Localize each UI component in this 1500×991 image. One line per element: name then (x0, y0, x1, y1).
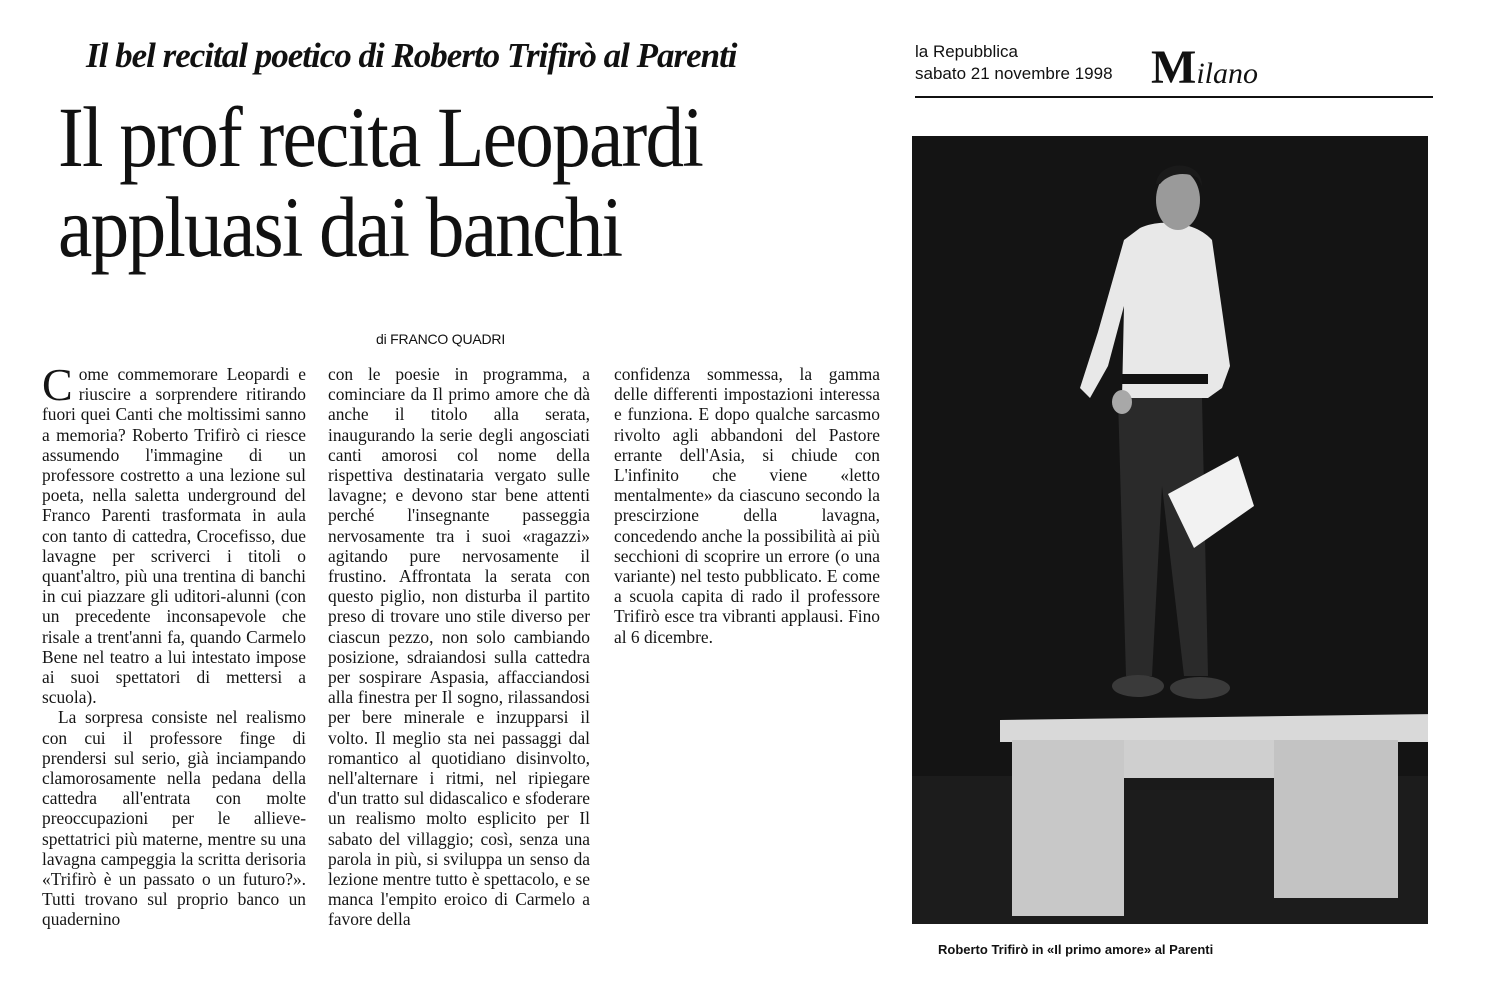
paragraph-text: ome commemorare Leopardi e riuscire a sorprendere ritirando fuori quei Canti che moltissimi sanno a memoria? Roberto Trifirò ci riesce assumendo l'immagine di un professore costretto a una lezione sul poeta, nella saletta underground del Franco Parenti trasformata in aula con tanto di cattedra, Crocefisso, due lavagne per scriverci i titoli o quant'altro, più una trentina di banchi in cui piazzare gli uditori-alunni (con un precedente inconsapevole che risale a trent'anni fa, quando Carmelo Bene nel teatro a lui intestato impose ai suoi spettatori di mettersi a scuola). (42, 364, 306, 708)
article-column-3 (614, 364, 880, 647)
paragraph: con le poesie in programma, a cominciare da Il primo amore che dà anche il titolo alla serata, inaugurando la serie degli angosciati canti amorosi col nome della rispettiva destinataria vergato sulle lavagne; e devono star bene attenti perché l'insegnante passeggia nervosamente tra i suoi «ragazzi» agitando pure nervosamente il frustino. Affrontata la serata con questo piglio, non disturba il partito preso di trovare uno stile diverso per ciascun pezzo, non solo cambiando posizione, sdraiandosi sulla cattedra per sospirare Aspasia, affacciandosi alla finestra per Il sogno, rilassandosi per bere minerale e inzupparsi il volto. Il meglio sta nei passaggi dal romantico al quotidiano disinvolto, nell'alternare i ritmi, nel ripiegare d'un tratto sul didascalico e sfoderare un realismo molto esplicito per Il sabato del villaggio; così, senza una parola in più, si sviluppa un senso da lezione mentre tutto è spettacolo, e se manca l'empito eroico di Carmelo a favore della (328, 364, 590, 930)
paragraph (42, 359, 306, 708)
masthead (915, 38, 1435, 98)
photo-illustration (912, 136, 1428, 924)
section-title (1151, 40, 1258, 95)
section-rest: ilano (1196, 57, 1258, 90)
paragraph: confidenza sommessa, la gamma delle differenti impostazioni interessa e funziona. E dopo qualche sarcasmo rivolto agli abbandoni del Pastore errante dell'Asia, si chiude con L'infinito che viene «letto mentalmente» da ciascuno secondo la prescirzione della lavagna, concedendo anche la possibilità ai più secchioni di scoprire un errore (o una variante) nel testo pubblicato. E come a scuola capita di rado il professore Trifirò esce tra vibranti applausi. Fino al 6 dicembre. (614, 364, 880, 647)
paragraph: La sorpresa consiste nel realismo con cui il professore finge di prendersi sul serio, già inciampando clamorosamente nella pedana della cattedra all'entrata con molte preoccupazioni per le allieve-spettatrici più materne, mentre su una lavagna campeggia la scritta derisoria «Trifirò è un passato o un futuro?». Tutti trovano sul proprio banco un quadernino (42, 707, 306, 930)
headline-line-1: Il prof recita Leopardi (58, 89, 703, 185)
headline-line-2: appluasi dai banchi (58, 179, 622, 275)
byline: di FRANCO QUADRI (376, 331, 506, 347)
drop-cap: C (42, 359, 73, 410)
kicker-headline: Il bel recital poetico di Roberto Trifirò al Parenti (86, 36, 737, 75)
article-column-2 (328, 364, 590, 930)
photo-caption: Roberto Trifirò in «Il primo amore» al Parenti (938, 942, 1214, 957)
section-initial: M (1151, 41, 1197, 94)
main-headline (58, 89, 805, 275)
publication-date: sabato 21 novembre 1998 (915, 64, 1113, 83)
article-photo (912, 136, 1428, 924)
publication-name: la Repubblica (915, 42, 1019, 61)
article-column-1 (42, 359, 306, 930)
masthead-rule (915, 96, 1433, 98)
